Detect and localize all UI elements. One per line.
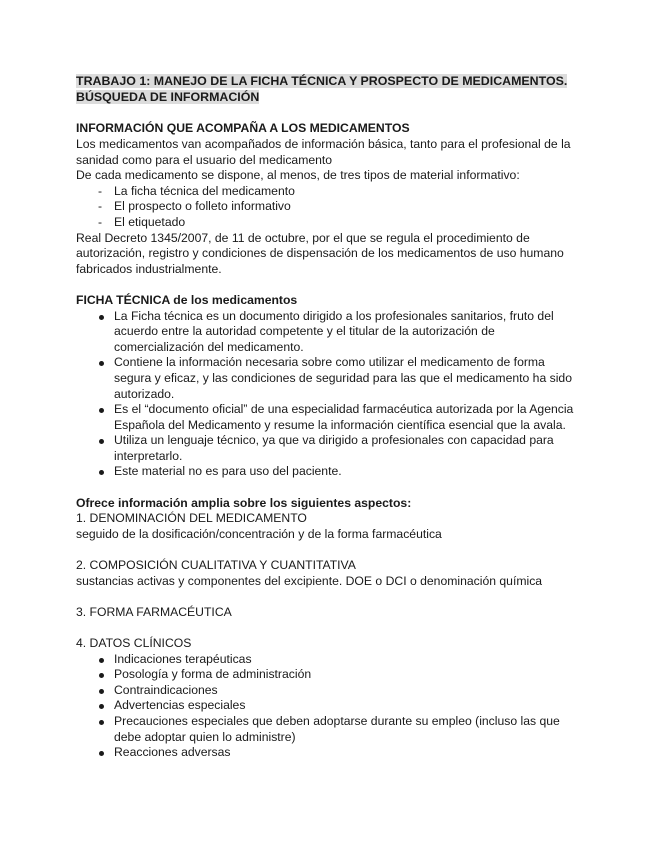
list-item: - La ficha técnica del medicamento: [76, 184, 585, 200]
list-item: Posología y forma de administración: [76, 667, 585, 683]
point3-title: 3. FORMA FARMACÉUTICA: [76, 604, 232, 619]
list-item: La Ficha técnica es un documento dirigido a los profesionales sanitarios, fruto del acuerdo entre la autoridad competente y el titular de la autorización de comercialización del medicamento.: [76, 309, 585, 356]
list-item: Utiliza un lenguaje técnico, ya que va dirigido a profesionales con capacidad para interpretarlo.: [76, 433, 585, 464]
section3-heading: Ofrece información amplia sobre los siguientes aspectos:: [76, 495, 412, 510]
point1-text: seguido de la dosificación/concentración y de la forma farmacéutica: [76, 526, 442, 541]
list-item: Advertencias especiales: [76, 698, 585, 714]
document-title: [76, 73, 585, 106]
material-list: [76, 184, 585, 231]
section1-paragraph: Real Decreto 1345/2007, de 11 de octubre, por el que se regula el procedimiento de autorización, registro y condiciones de dispensación de los medicamentos de uso humano fabricados industrialmente.: [76, 230, 564, 276]
list-item: Indicaciones terapéuticas: [76, 652, 585, 668]
list-item: - El etiquetado: [76, 215, 585, 231]
section1-paragraph: Los medicamentos van acompañados de información básica, tanto para el profesional de la sanidad como para el usuario del medicamento: [76, 137, 571, 167]
list-item: Este material no es para uso del paciente.: [76, 464, 585, 480]
datos-clinicos-list: [76, 652, 585, 761]
section2-heading: FICHA TÉCNICA de los medicamentos: [76, 292, 298, 307]
ficha-tecnica-list: [76, 309, 585, 481]
list-item: Precauciones especiales que deben adoptarse durante su empleo (incluso las que debe adoptar quien lo administre): [76, 714, 585, 745]
point1-title: 1. DENOMINACIÓN DEL MEDICAMENTO: [76, 511, 307, 526]
section1-paragraph: De cada medicamento se dispone, al menos, de tres tipos de material informativo:: [76, 168, 520, 183]
section1-heading: INFORMACIÓN QUE ACOMPAÑA A LOS MEDICAMENTOS: [76, 121, 410, 136]
point2-text: sustancias activas y componentes del excipiente. DOE o DCI o denominación química: [76, 573, 543, 588]
point4-title: 4. DATOS CLÍNICOS: [76, 636, 192, 650]
point2-title: 2. COMPOSICIÓN CUALITATIVA Y CUANTITATIVA: [76, 558, 356, 573]
list-item: Contraindicaciones: [76, 683, 585, 699]
list-item: Reacciones adversas: [76, 745, 585, 761]
list-item: - El prospecto o folleto informativo: [76, 199, 585, 215]
document-title-line2: BÚSQUEDA DE INFORMACIÓN: [76, 90, 260, 105]
list-item: Es el “documento oficial” de una especialidad farmacéutica autorizada por la Agencia Española del Medicamento y resume la información científica esencial que la avala.: [76, 402, 585, 433]
document-title-line1: TRABAJO 1: MANEJO DE LA FICHA TÉCNICA Y PROSPECTO DE MEDICAMENTOS.: [76, 74, 568, 88]
list-item: Contiene la información necesaria sobre como utilizar el medicamento de forma segura y eficaz, y las condiciones de seguridad para las que el medicamento ha sido autorizado.: [76, 355, 585, 402]
